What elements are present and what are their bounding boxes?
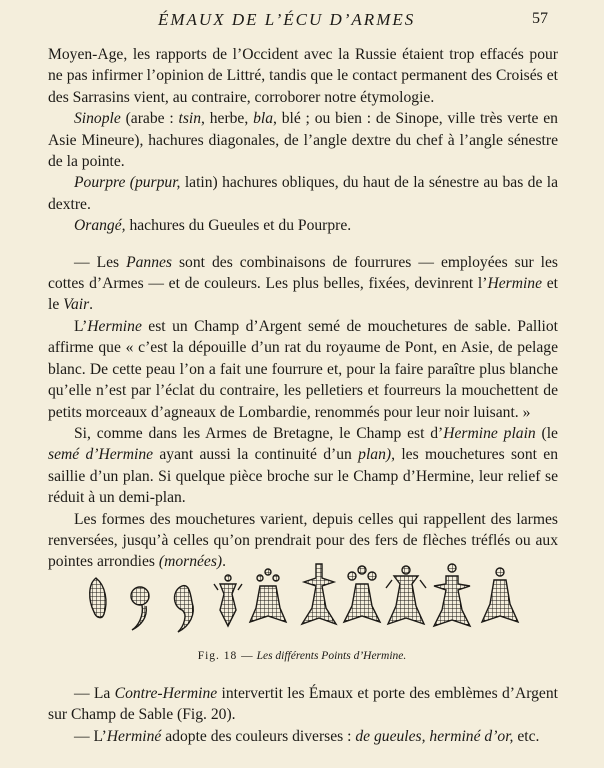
ermine-spot-6-icon [302,564,336,624]
paragraph-orange: Orangé, hachures du Gueules et du Pourpre. [74,217,352,235]
ermine-spot-5-icon [250,569,286,622]
paragraph-pannes: — Les Pannes sont des combinaisons de fourrures — employées sur les cottes d’Armes — et de couleurs. Les plus belles, fixées, devinrent l’Hermine et le Vair. [48,253,559,314]
ermine-spot-4-icon [214,575,242,626]
paragraph-pourpre: Pourpre (purpur, latin) hachures obliques, du haut de la sénestre au bas de la dextre. [48,174,558,213]
figure-caption [0,650,604,662]
page-number: 57 [532,10,548,27]
term-pourpre: Pourpre (purpur, [74,174,181,192]
running-title: ÉMAUX DE L’ÉCU D’ARMES [158,10,416,29]
body-text [48,44,558,573]
paragraph-hermine: L’Hermine est un Champ d’Argent semé de mouchetures de sable. Palliot affirme que « c’est la dépouille d’un rat du royaume de Pont, en Asie, de pelage blanc. De cette peau l’on a fait une fourrure et, pour la faire paraître plus blanche qu’elle n’est par l’éclat du contraire, les pelletiers et fourreurs la mouchettent de petits morceaux d’agneaux de Lombardie, renommés pour leur noir luisant. » [48,317,558,421]
ermine-spots-illustration [60,560,550,640]
ermine-spot-1-icon [90,578,106,618]
page-header [0,10,604,32]
paragraph-contre-hermine: — La Contre-Hermine intervertit les Émaux et porte des emblèmes d’Argent sur Champ de Sable (Fig. 20). [48,685,558,724]
ermine-spot-10-icon [482,568,518,622]
ermine-spot-9-icon [434,564,470,626]
paragraph-russie: Moyen-Age, les rapports de l’Occident avec la Russie étaient trop effacés pour ne pas infirmer l’opinion de Littré, tandis que le contact permanent des Croisés et des Sarrasins vient, au contraire, corroborer notre étymologie. [48,46,558,106]
figure-title: Les différents Points d’Hermine. [256,650,407,662]
paragraph-sinople: Sinople (arabe : tsin, herbe, bla, blé ; ou bien : de Sinope, ville très verte en Asie Mineure), hachures diagonales, de l’angle dextre du chef à l’angle sénestre de la pointe. [48,110,558,171]
term-pannes: Pannes [126,253,172,271]
paragraph-bretagne: Si, comme dans les Armes de Bretagne, le Champ est d’Hermine plain (le semé d’Hermine ayant aussi la continuité d’un plan), les mouchetures sont en saillie d’un plan. Si quelque pièce broche sur le Champ d’Hermine, leur relief se réduit à un demi-plan. [48,424,559,507]
ermine-spot-3-icon [175,586,194,632]
paragraph-mouchetures: Les formes des mouchetures varient, depuis celles qui rappellent des larmes renversées, jusqu’à celles qu’on prendrait pour des fers de flèches tréflés ou aux pointes arrondies (mornées). [48,510,558,571]
ermine-spot-8-icon [386,566,426,624]
ermine-spot-2-icon [131,587,149,630]
bottom-text [48,683,558,747]
term-sinople: Sinople [74,110,121,128]
paragraph-hermine-colors: — L’Herminé adopte des couleurs diverses : de gueules, herminé d’or, etc. [74,727,540,745]
ermine-spot-7-icon [344,566,380,622]
figure-number: Fig. 18 — [197,650,254,662]
ermine-spots-figure [60,560,550,640]
term-orange: Orangé, [74,217,126,235]
